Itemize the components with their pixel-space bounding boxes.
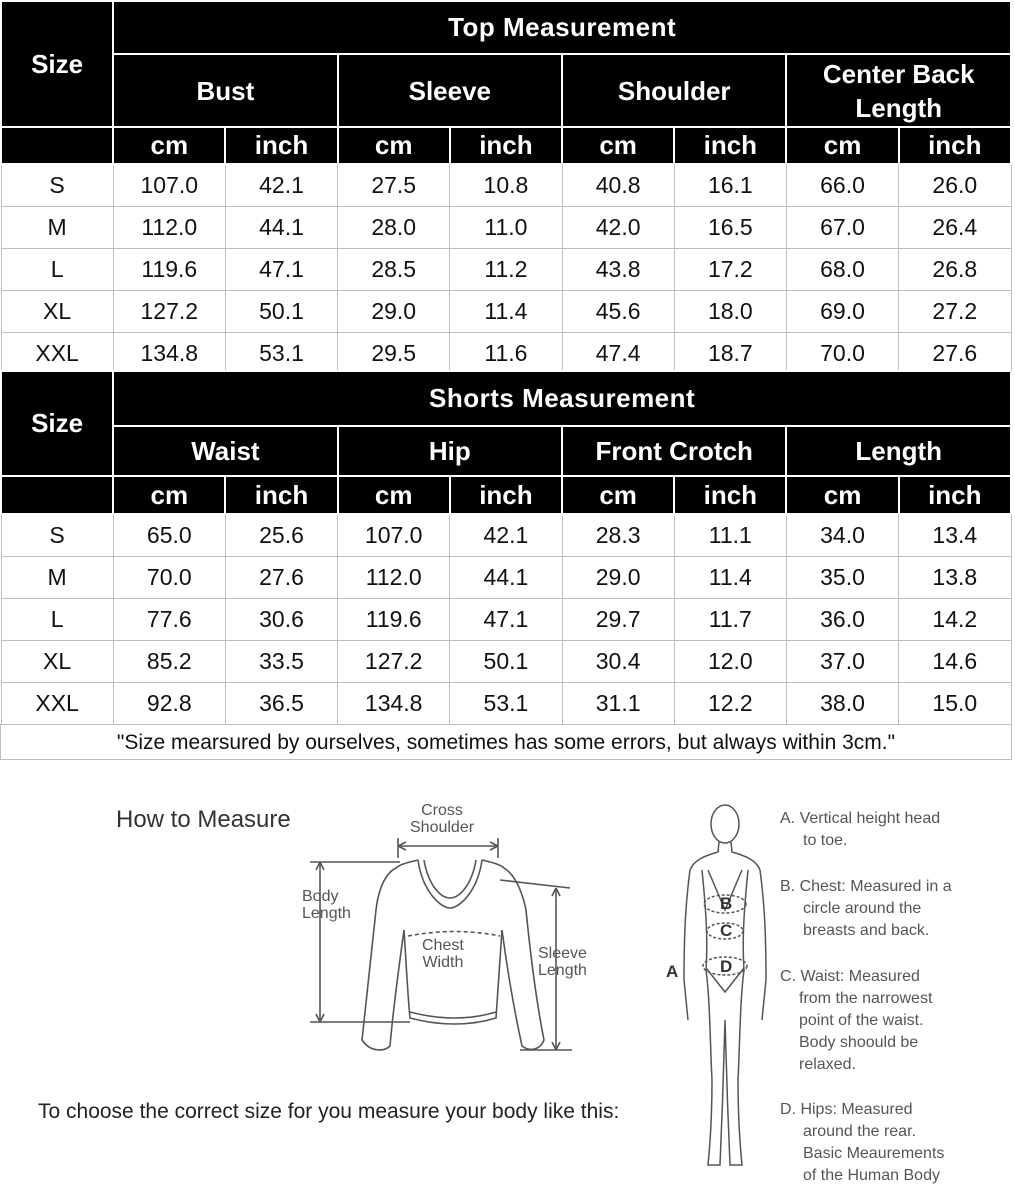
- measurement-cell: 43.8: [562, 248, 674, 290]
- measurement-cell: 65.0: [113, 514, 225, 556]
- unit-header: inch: [450, 127, 562, 164]
- unit-header: cm: [113, 127, 225, 164]
- measurement-cell: 42.0: [562, 206, 674, 248]
- measurement-cell: 29.7: [562, 598, 674, 640]
- measurement-cell: 40.8: [562, 164, 674, 206]
- legend-b: B. Chest: Measured in a circle around the breasts and back.: [780, 878, 952, 939]
- body-length-label: Body Length: [302, 888, 351, 922]
- measurement-cell: 134.8: [338, 682, 450, 724]
- measurement-cell: 27.6: [225, 556, 337, 598]
- measurement-cell: 11.1: [674, 514, 786, 556]
- size-header: Size: [1, 371, 113, 476]
- letter-b-label: B: [720, 894, 733, 913]
- choose-size-instruction: To choose the correct size for you measure your body like this:: [38, 1100, 620, 1123]
- measurement-cell: 13.8: [899, 556, 1011, 598]
- table-row: [1, 682, 1011, 724]
- measurement-cell: 50.1: [450, 640, 562, 682]
- measurement-cell: 70.0: [113, 556, 225, 598]
- legend-d: D. Hips: Measured around the rear. Basic Meaurements of the Human Body: [780, 1101, 945, 1184]
- measurement-cell: 44.1: [450, 556, 562, 598]
- chest-width-label: Chest Width: [422, 937, 464, 971]
- table-row: [1, 640, 1011, 682]
- measurement-cell: 13.4: [899, 514, 1011, 556]
- size-header-spacer: [1, 127, 113, 164]
- table-row: [1, 206, 1011, 248]
- measurement-cell: 18.0: [674, 290, 786, 332]
- group-header: Center Back Length: [786, 54, 1011, 127]
- group-header: Waist: [113, 426, 337, 476]
- measurement-cell: 37.0: [786, 640, 898, 682]
- measurement-cell: 70.0: [786, 332, 898, 374]
- measurement-cell: 26.8: [899, 248, 1011, 290]
- measurement-cell: 36.0: [786, 598, 898, 640]
- measurement-cell: 11.0: [450, 206, 562, 248]
- measurement-cell: 38.0: [786, 682, 898, 724]
- size-header: Size: [1, 1, 113, 127]
- measurement-cell: 69.0: [786, 290, 898, 332]
- measurement-cell: 11.4: [674, 556, 786, 598]
- measurement-cell: 11.2: [450, 248, 562, 290]
- group-header: Sleeve: [338, 54, 562, 127]
- measurement-cell: 42.1: [225, 164, 337, 206]
- letter-c-label: C: [720, 921, 733, 940]
- legend-c: C. Waist: Measured from the narrowest point of the waist. Body shoould be relaxed.: [780, 968, 933, 1073]
- measurement-cell: 28.5: [338, 248, 450, 290]
- measurement-cell: 68.0: [786, 248, 898, 290]
- group-header: Front Crotch: [562, 426, 786, 476]
- measurement-cell: 92.8: [113, 682, 225, 724]
- body-figure-icon: [670, 800, 775, 1175]
- measurement-cell: 47.4: [562, 332, 674, 374]
- cross-shoulder-label: Cross Shoulder: [410, 802, 475, 836]
- size-label-cell: M: [1, 206, 113, 248]
- unit-header: inch: [450, 476, 562, 514]
- letter-a-label: A: [666, 962, 679, 981]
- unit-header: cm: [562, 476, 674, 514]
- measurement-cell: 27.2: [899, 290, 1011, 332]
- measurement-cell: 14.6: [899, 640, 1011, 682]
- letter-d-label: D: [720, 957, 733, 976]
- measurement-cell: 29.5: [338, 332, 450, 374]
- unit-header: cm: [786, 476, 898, 514]
- measurement-cell: 107.0: [338, 514, 450, 556]
- measurement-cell: 107.0: [113, 164, 225, 206]
- measurement-cell: 42.1: [450, 514, 562, 556]
- measurement-cell: 15.0: [899, 682, 1011, 724]
- measurement-cell: 85.2: [113, 640, 225, 682]
- measurement-cell: 119.6: [113, 248, 225, 290]
- measurement-cell: 77.6: [113, 598, 225, 640]
- measurement-cell: 47.1: [450, 598, 562, 640]
- measurement-note: "Size mearsured by ourselves, sometimes has some errors, but always within 3cm.": [0, 724, 1012, 760]
- size-label-cell: L: [1, 598, 113, 640]
- size-label-cell: XXL: [1, 332, 113, 374]
- table-row: [1, 248, 1011, 290]
- measurement-cell: 12.2: [674, 682, 786, 724]
- table-row: [1, 556, 1011, 598]
- measurement-cell: 50.1: [225, 290, 337, 332]
- measurement-cell: 11.4: [450, 290, 562, 332]
- group-header: Bust: [113, 54, 337, 127]
- measurement-cell: 18.7: [674, 332, 786, 374]
- measurement-cell: 44.1: [225, 206, 337, 248]
- measurement-cell: 112.0: [113, 206, 225, 248]
- group-header-row: [1, 54, 1011, 127]
- measurement-cell: 112.0: [338, 556, 450, 598]
- measurement-cell: 127.2: [113, 290, 225, 332]
- measurement-cell: 31.1: [562, 682, 674, 724]
- measurement-cell: 17.2: [674, 248, 786, 290]
- unit-header: cm: [786, 127, 898, 164]
- unit-header: inch: [225, 127, 337, 164]
- unit-header: inch: [899, 476, 1011, 514]
- measurement-cell: 53.1: [450, 682, 562, 724]
- table-row: [1, 290, 1011, 332]
- measurement-cell: 25.6: [225, 514, 337, 556]
- size-label-cell: S: [1, 164, 113, 206]
- unit-header: inch: [674, 476, 786, 514]
- measurement-cell: 127.2: [338, 640, 450, 682]
- measurement-cell: 30.6: [225, 598, 337, 640]
- unit-header-row: [1, 476, 1011, 514]
- unit-header: inch: [899, 127, 1011, 164]
- group-header: Hip: [338, 426, 562, 476]
- measurement-cell: 27.6: [899, 332, 1011, 374]
- table-title: Shorts Measurement: [113, 371, 1011, 426]
- measurement-cell: 29.0: [562, 556, 674, 598]
- measurement-cell: 67.0: [786, 206, 898, 248]
- table-row: [1, 598, 1011, 640]
- measurement-cell: 16.1: [674, 164, 786, 206]
- measurement-cell: 34.0: [786, 514, 898, 556]
- group-header-row: [1, 426, 1011, 476]
- measurement-cell: 134.8: [113, 332, 225, 374]
- unit-header: cm: [338, 127, 450, 164]
- sleeve-length-label: Sleeve Length: [538, 945, 587, 979]
- group-header: Length: [786, 426, 1011, 476]
- measurement-cell: 29.0: [338, 290, 450, 332]
- measurement-cell: 30.4: [562, 640, 674, 682]
- measurement-cell: 26.4: [899, 206, 1011, 248]
- unit-header: cm: [113, 476, 225, 514]
- size-label-cell: XL: [1, 640, 113, 682]
- measurement-cell: 27.5: [338, 164, 450, 206]
- measurement-cell: 28.3: [562, 514, 674, 556]
- measurement-cell: 10.8: [450, 164, 562, 206]
- shorts-measurement-table: [0, 370, 1012, 725]
- measurement-cell: 11.7: [674, 598, 786, 640]
- measurement-cell: 47.1: [225, 248, 337, 290]
- top-measurement-table: [0, 0, 1012, 375]
- measurement-cell: 33.5: [225, 640, 337, 682]
- size-label-cell: M: [1, 556, 113, 598]
- how-to-measure-title: How to Measure: [116, 806, 291, 833]
- unit-header: inch: [225, 476, 337, 514]
- group-header: Shoulder: [562, 54, 786, 127]
- measurement-cell: 35.0: [786, 556, 898, 598]
- measurement-cell: 53.1: [225, 332, 337, 374]
- size-label-cell: XXL: [1, 682, 113, 724]
- legend-a: A. Vertical height head to toe.: [780, 810, 941, 849]
- table-row: [1, 332, 1011, 374]
- size-label-cell: XL: [1, 290, 113, 332]
- unit-header: cm: [338, 476, 450, 514]
- measurement-cell: 36.5: [225, 682, 337, 724]
- measurement-cell: 14.2: [899, 598, 1011, 640]
- measurement-cell: 45.6: [562, 290, 674, 332]
- measurement-cell: 12.0: [674, 640, 786, 682]
- unit-header-row: [1, 127, 1011, 164]
- table-row: [1, 164, 1011, 206]
- measurement-cell: 66.0: [786, 164, 898, 206]
- measurement-cell: 28.0: [338, 206, 450, 248]
- table-title: Top Measurement: [113, 1, 1011, 54]
- size-label-cell: S: [1, 514, 113, 556]
- measurement-cell: 26.0: [899, 164, 1011, 206]
- shirt-diagram-icon: [300, 800, 600, 1060]
- measurement-cell: 11.6: [450, 332, 562, 374]
- unit-header: inch: [674, 127, 786, 164]
- unit-header: cm: [562, 127, 674, 164]
- measurement-cell: 119.6: [338, 598, 450, 640]
- size-label-cell: L: [1, 248, 113, 290]
- table-row: [1, 514, 1011, 556]
- measurement-cell: 16.5: [674, 206, 786, 248]
- size-header-spacer: [1, 476, 113, 514]
